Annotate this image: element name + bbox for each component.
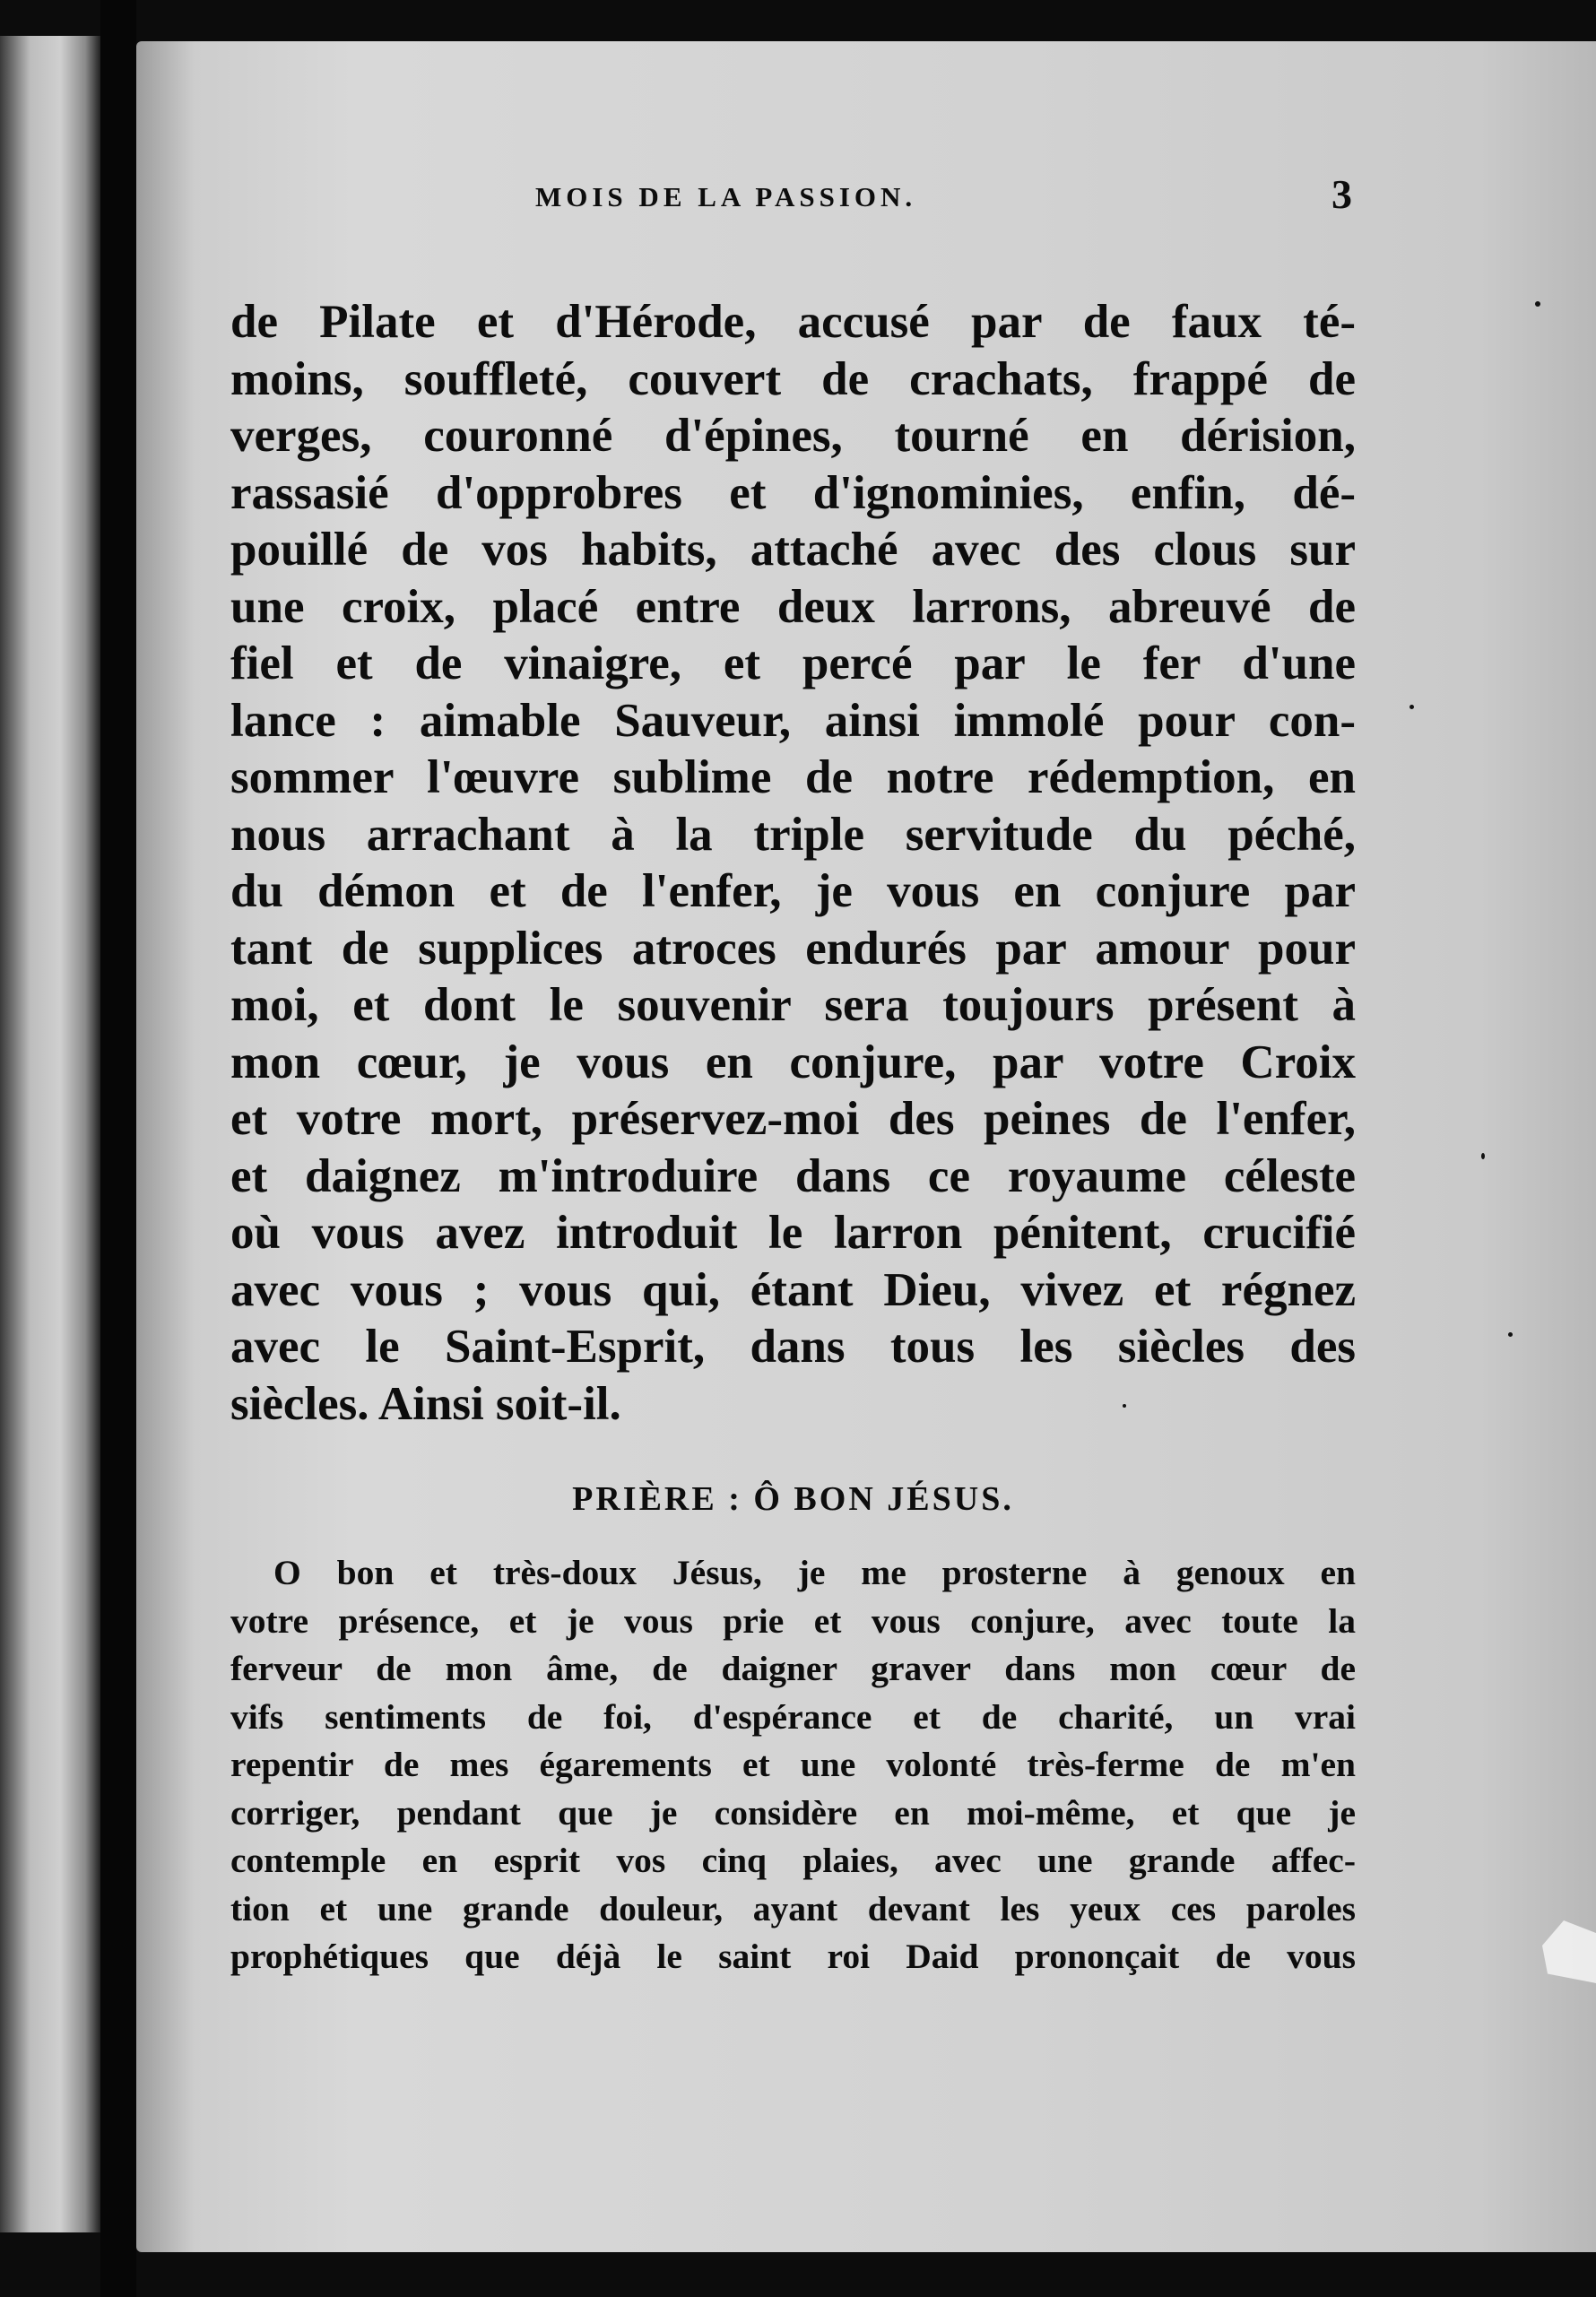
prayer-line: votre présence, et je vous prie et vous conjure, avec toute la — [230, 1600, 1356, 1641]
prayer-line: O bon et très-doux Jésus, je me prosterne à genoux en — [273, 1553, 1356, 1592]
prayer-line: vifs sentiments de foi, d'espérance et de charité, un vrai — [230, 1696, 1356, 1737]
page-content — [230, 41, 1504, 2252]
paper-speck — [1535, 301, 1540, 307]
page-number: 3 — [1331, 171, 1352, 217]
prayer-line: tion et une grande douleur, ayant devant les yeux ces paroles — [230, 1888, 1356, 1929]
body-line: siècles. Ainsi soit-il. — [230, 1377, 621, 1430]
body-line: tant de supplices atroces endurés par amour pour — [230, 922, 1356, 975]
prayer-line: ferveur de mon âme, de daigner graver dans mon cœur de — [230, 1649, 1356, 1688]
body-line: sommer l'œuvre sublime de notre rédemption, en — [230, 751, 1356, 803]
body-line: avec le Saint-Esprit, dans tous les siècles des — [230, 1321, 1356, 1373]
body-line: lance : aimable Sauveur, ainsi immolé pour con- — [230, 694, 1356, 747]
running-head-title: MOIS DE LA PASSION. — [535, 181, 917, 212]
book-gutter — [100, 0, 136, 2297]
prayer-line: contemple en esprit vos cinq plaies, avec une grande affec- — [230, 1841, 1356, 1880]
paper-speck — [1508, 1332, 1513, 1337]
body-line: fiel et de vinaigre, et percé par le fer d'une — [230, 637, 1356, 689]
page-corner-tear — [1542, 1920, 1596, 1983]
body-line: moi, et dont le souvenir sera toujours présent à — [230, 979, 1356, 1031]
body-line: de Pilate et d'Hérode, accusé par de faux té- — [230, 296, 1356, 348]
paper-speck — [1123, 1404, 1126, 1408]
body-line: du démon et de l'enfer, je vous en conjure par — [230, 865, 1356, 917]
body-line: rassasié d'opprobres et d'ignominies, enfin, dé- — [230, 466, 1356, 519]
prayer-heading: PRIÈRE : Ô BON JÉSUS. — [572, 1480, 1014, 1518]
body-paragraph — [230, 294, 1356, 1433]
previous-page-edge — [0, 36, 100, 2232]
prayer-line: repentir de mes égarements et une volonté très-ferme de m'en — [230, 1745, 1356, 1784]
running-head — [230, 170, 1378, 224]
body-line: moins, souffleté, couvert de crachats, frappé de — [230, 352, 1356, 405]
body-line: où vous avez introduit le larron pénitent, crucifié — [230, 1207, 1356, 1259]
body-line: pouillé de vos habits, attaché avec des clous sur — [230, 524, 1356, 576]
body-line: avec vous ; vous qui, étant Dieu, vivez et régnez — [230, 1263, 1356, 1316]
paper-speck — [1410, 705, 1414, 709]
body-line: verges, couronné d'épines, tourné en dérision, — [230, 410, 1356, 462]
body-line: et daignez m'introduire dans ce royaume céleste — [230, 1149, 1356, 1202]
body-line: mon cœur, je vous en conjure, par votre Croix — [230, 1036, 1356, 1088]
book-page — [136, 41, 1596, 2252]
prayer-paragraph — [230, 1549, 1356, 1981]
prayer-line: prophétiques que déjà le saint roi Daid prononçait de vous — [230, 1937, 1356, 1976]
body-line: nous arrachant à la triple servitude du péché, — [230, 808, 1356, 861]
paper-speck — [1481, 1153, 1485, 1159]
prayer-line: corriger, pendant que je considère en moi-même, et que je — [230, 1792, 1356, 1833]
body-line: et votre mort, préservez-moi des peines de l'enfer, — [230, 1093, 1356, 1145]
body-line: une croix, placé entre deux larrons, abreuvé de — [230, 580, 1356, 633]
